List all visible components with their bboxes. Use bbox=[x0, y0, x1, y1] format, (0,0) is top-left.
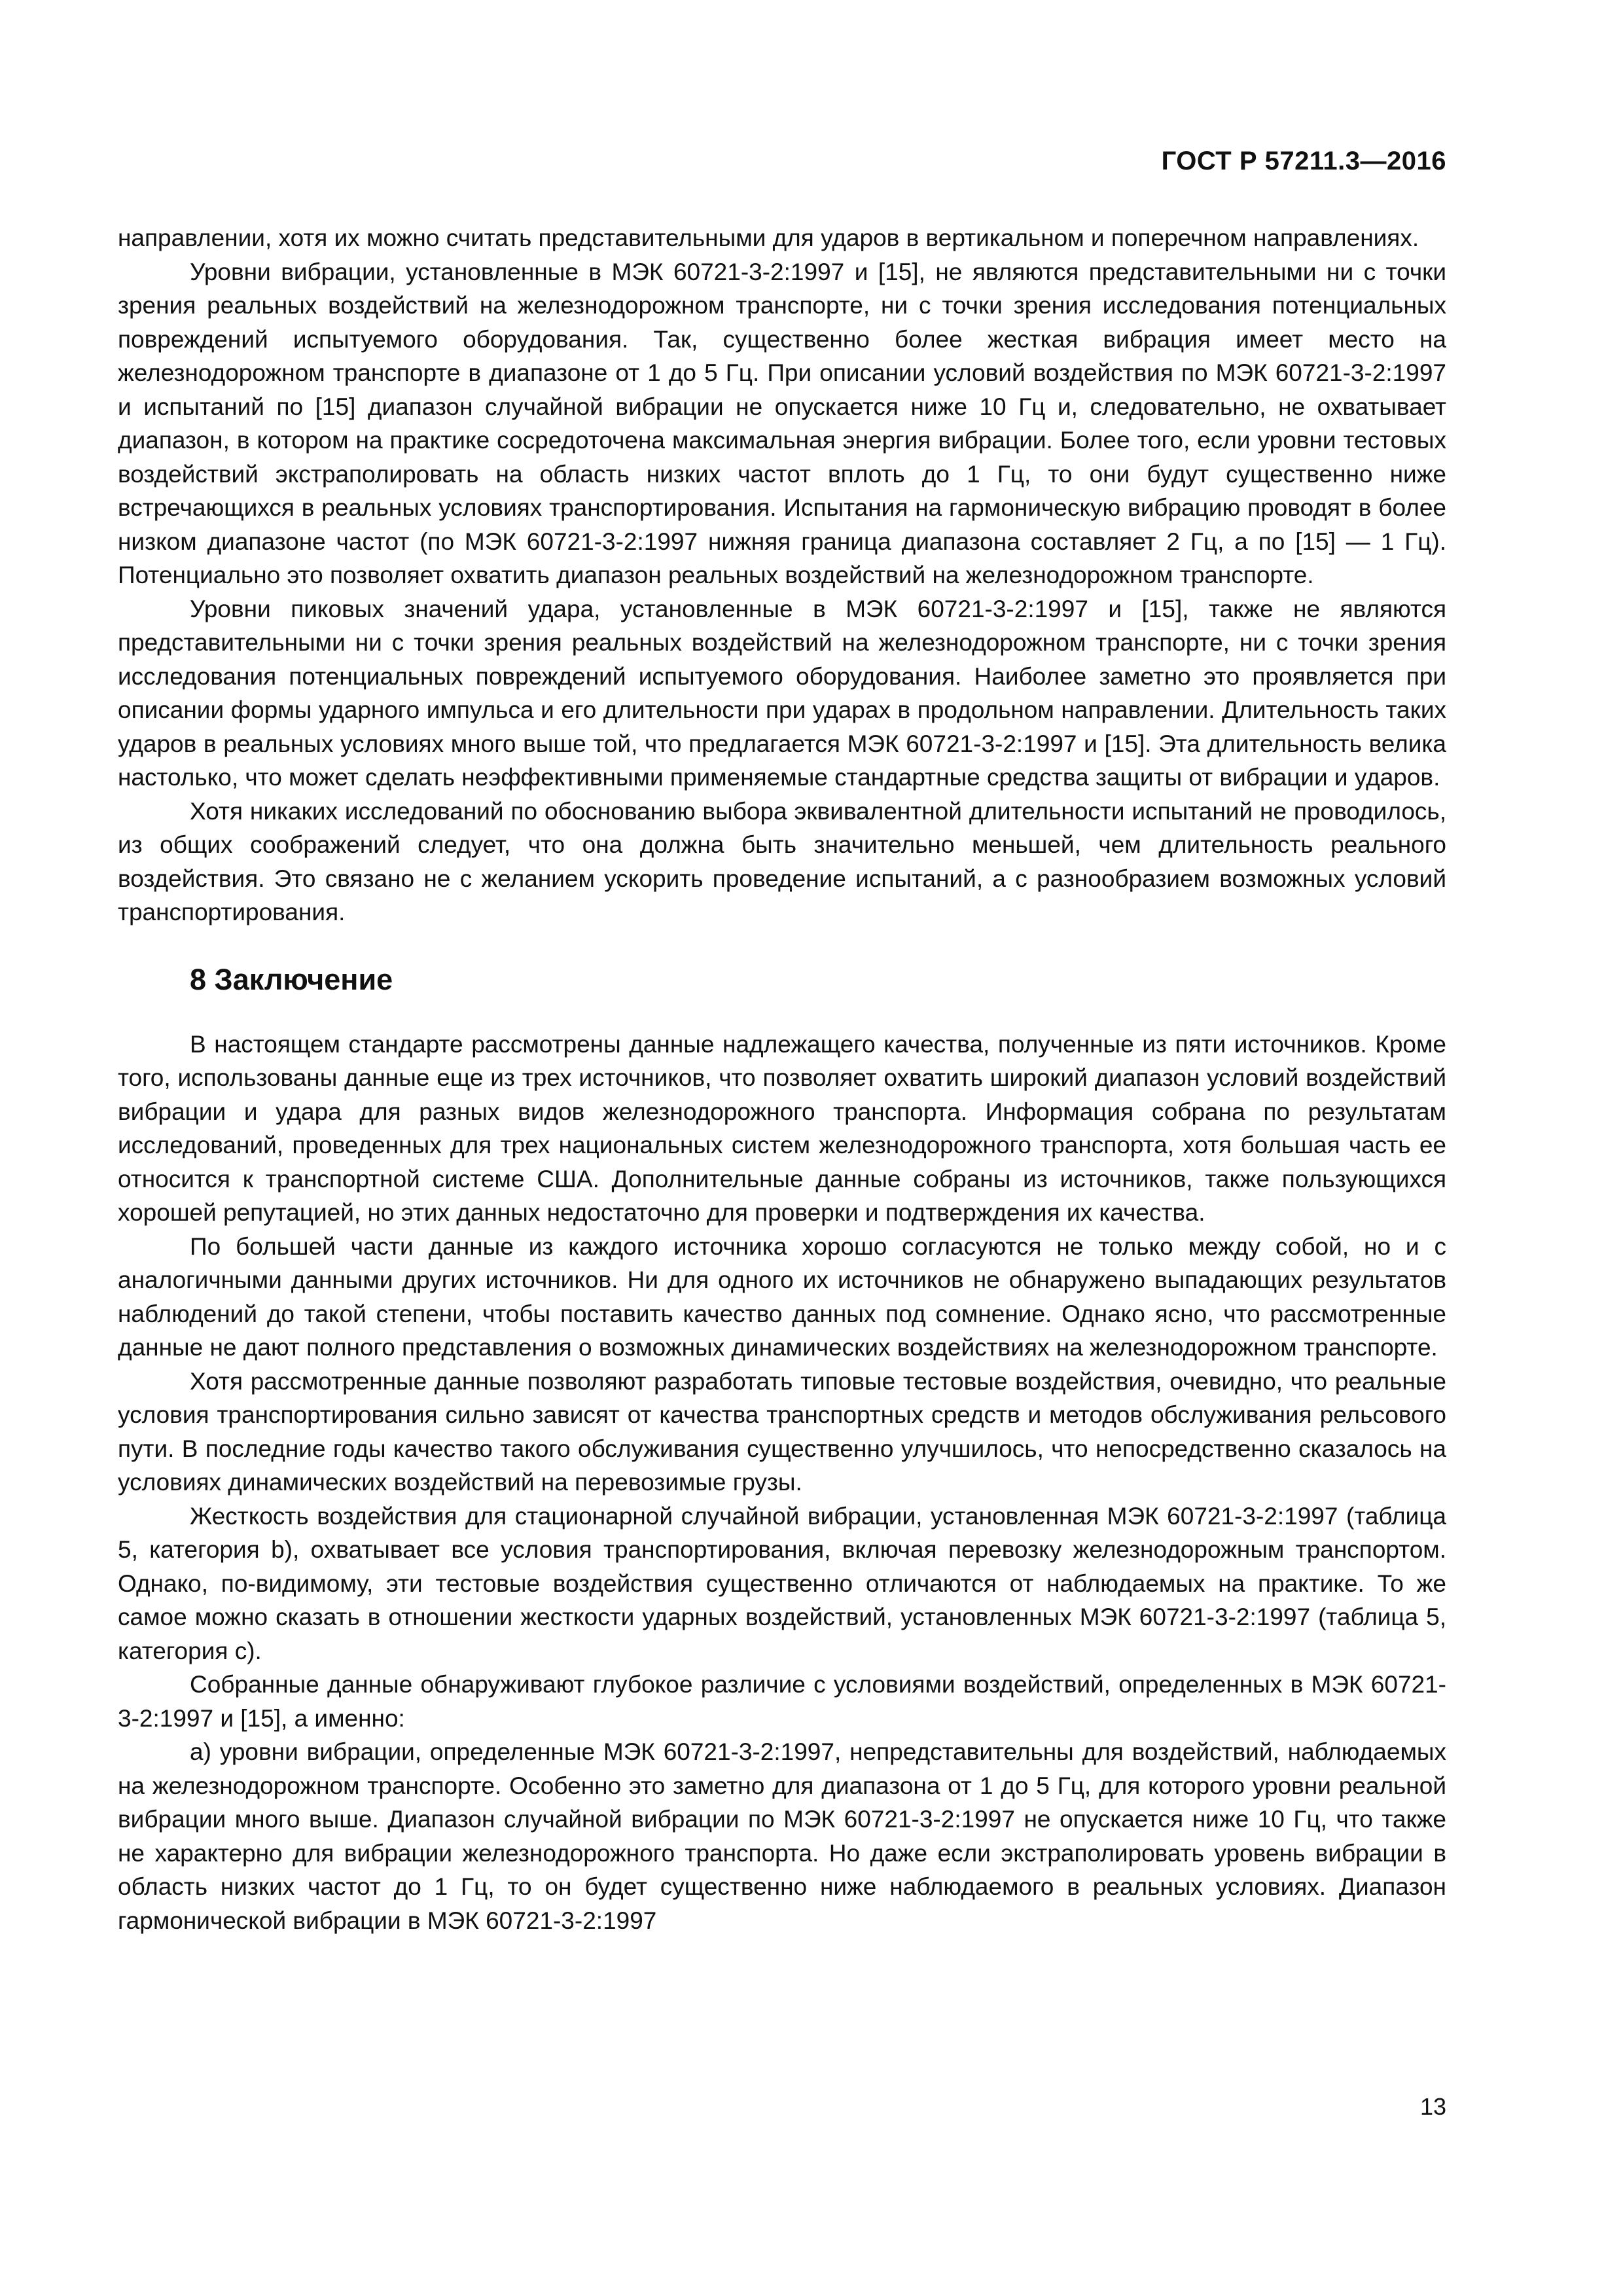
paragraph: В настоящем стандарте рассмотрены данные надлежащего качества, полученные из пяти источников. Кроме того, использованы данные еще из трех источников, что позволяет охватить широкий диапазон условий воздействий вибрации и удара для разных видов железнодорожного транспорта. Информация собрана по результатам исследований, проведенных для трех национальных систем железнодорожного транспорта, хотя большая часть ее относится к транспортной системе США. Дополнительные данные собраны из источников, также пользующихся хорошей репутацией, но этих данных недостаточно для проверки и подтверждения их качества. bbox=[118, 1030, 1446, 1226]
paragraph: Хотя никаких исследований по обоснованию выбора эквивалентной длительности испытаний не проводилось, из общих соображений следует, что она должна быть значительно меньшей, чем длительность реального воздействия. Это связано не с желанием ускорить проведение испытаний, а с разнообразием возможных условий транспортирования. bbox=[118, 797, 1446, 925]
paragraph: По большей части данные из каждого источника хорошо согласуются не только между собой, но и с аналогичными данными других источников. Ни для одного их источников не обнаружено выпадающих результатов наблюдений до такой степени, чтобы поставить качество данных под сомнение. Однако ясно, что рассмотренные данные не дают полного представления о возможных динамических воздействиях на железнодорожном транспорте. bbox=[118, 1232, 1446, 1361]
paragraph: Жесткость воздействия для стационарной случайной вибрации, установленная МЭК 60721-3-2:1997 (таблица 5, категория b), охватывает все условия транспортирования, включая перевозку железнодорожным транспортом. Однако, по-видимому, эти тестовые воздействия существенно отличаются от наблюдаемых на практике. То же самое можно сказать в отношении жесткости ударных воздействий, установленных МЭК 60721-3-2:1997 (таблица 5, категория c). bbox=[118, 1502, 1446, 1664]
paragraph: Уровни пиковых значений удара, установленные в МЭК 60721-3-2:1997 и [15], также не являются представительными ни с точки зрения реальных воздействий на железнодорожном транспорте, ни с точки зрения исследования потенциальных повреждений испытуемого оборудования. Наиболее заметно это проявляется при описании формы ударного импульса и его длительности при ударах в продольном направлении. Длительность таких ударов в реальных условиях много выше той, что предлагается МЭК 60721-3-2:1997 и [15]. Эта длительность велика настолько, что может сделать неэффективными применяемые стандартные средства защиты от вибрации и ударов. bbox=[118, 595, 1446, 791]
paragraph-continuation: направлении, хотя их можно считать представительными для ударов в вертикальном и поперечном направлениях. bbox=[118, 224, 1419, 251]
section-heading: 8 Заключение bbox=[190, 962, 393, 996]
paragraph: Уровни вибрации, установленные в МЭК 60721-3-2:1997 и [15], не являются представительными ни с точки зрения реальных воздействий на железнодорожном транспорте, ни с точки зрения исследования потенциальных повреждений испытуемого оборудования. Так, существенно более жесткая вибрация имеет место на железнодорожном транспорте в диапазоне от 1 до 5 Гц. При описании условий воздействия по МЭК 60721-3-2:1997 и испытаний по [15] диапазон случайной вибрации не опускается ниже 10 Гц и, следовательно, не охватывает диапазон, в котором на практике сосредоточена максимальная энергия вибрации. Более того, если уровни тестовых воздействий экстраполировать на область низких частот вплоть до 1 Гц, то они будут существенно ниже встречающихся в реальных условиях транспортирования. Испытания на гармоническую вибрацию проводят в более низком диапазоне частот (по МЭК 60721-3-2:1997 нижняя граница диапазона составляет 2 Гц, а по [15] — 1 Гц). Потенциально это позволяет охватить диапазон реальных воздействий на железнодорожном транспорте. bbox=[118, 258, 1446, 588]
paragraph: Собранные данные обнаруживают глубокое различие с условиями воздействий, определенных в МЭК 60721-3-2:1997 и [15], а именно: bbox=[118, 1671, 1446, 1732]
list-item-a: а) уровни вибрации, определенные МЭК 60721-3-2:1997, непредставительны для воздействий, наблюдаемых на железнодорожном транспорте. Особенно это заметно для диапазона от 1 до 5 Гц, для которого уровни реальной вибрации много выше. Диапазон случайной вибрации по МЭК 60721-3-2:1997 не опускается ниже 10 Гц, что также не характерно для вибрации железнодорожного транспорта. Но даже если экстраполировать уровень вибрации в область низких частот до 1 Гц, то он будет существенно ниже наблюдаемого в реальных условиях. Диапазон гармонической вибрации в МЭК 60721-3-2:1997 bbox=[118, 1738, 1446, 1934]
standard-code-header: ГОСТ Р 57211.3—2016 bbox=[1161, 147, 1446, 175]
paragraph: Хотя рассмотренные данные позволяют разработать типовые тестовые воздействия, очевидно, что реальные условия транспортирования сильно зависят от качества транспортных средств и методов обслуживания рельсового пути. В последние годы качество такого обслуживания существенно улучшилось, что непосредственно сказалось на условиях динамических воздействий на перевозимые грузы. bbox=[118, 1367, 1446, 1496]
document-body bbox=[118, 221, 1446, 1937]
document-page bbox=[118, 0, 1446, 2296]
page-number: 13 bbox=[1419, 2093, 1446, 2120]
